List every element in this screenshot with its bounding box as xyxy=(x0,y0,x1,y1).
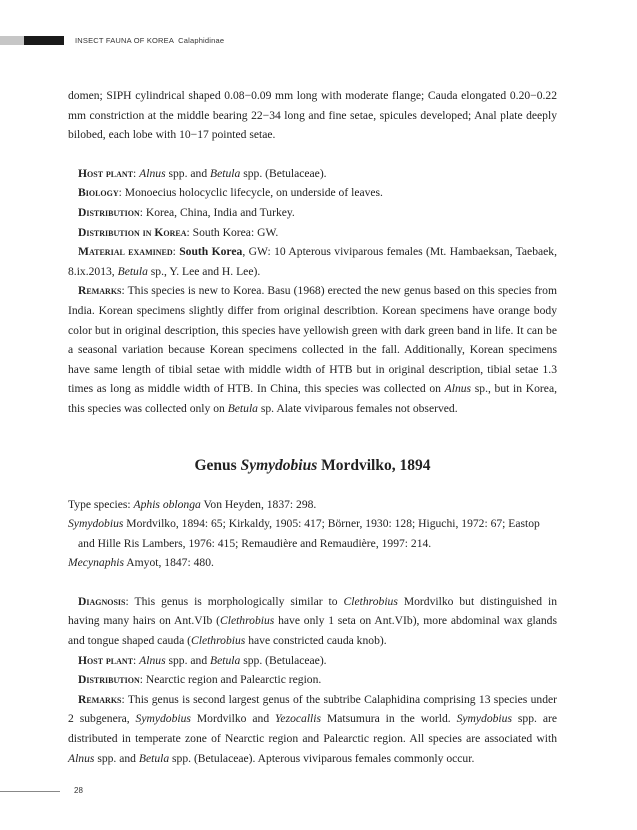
genus-name: Yezocallis xyxy=(275,712,322,726)
material-label: Material examined xyxy=(78,245,173,259)
intro-paragraph: domen; SIPH cylindrical shaped 0.08−0.09 mm long with moderate flange; Cauda elongated 0.20−0.22 mm constriction at the middle bearing 22−34 long and fine setae, spicules developed; Anal plate deeply bilobed, each lobe with 10−17 pointed setae. xyxy=(68,89,557,142)
distribution-label: Distribution xyxy=(78,205,140,219)
text-span: Type species: xyxy=(68,497,134,511)
genus-distribution-paragraph: Distribution: Nearctic region and Palearctic region. xyxy=(78,673,322,687)
text-span: spp. and xyxy=(165,166,211,180)
text-span: sp. Alate viviparous females not observed. xyxy=(257,401,458,415)
text-span: This genus is second largest genus of the subtribe Calaphidina comprising 13 species under 2 subgenera, xyxy=(68,692,557,726)
genus-remarks-paragraph: Remarks: This genus is second largest genus of the subtribe Calaphidina comprising 13 species under 2 subgenera, Symydobius Mordvilko and Yezocallis Matsumura in the world. Symydobius spp. are distributed in temperate zone of Nearctic region and Palearctic region. All species are associated with Alnus spp. and Betula spp. (Betulaceae). Apterous viviparous females commonly occur. xyxy=(68,692,557,765)
text-span: This species is new to Korea. Basu (1968) erected the new genus based on this species from India. Korean specimens slightly differ from original describtion. Korean specimens have orange body color but in original description, this species have yellowish green with dark green band in life. It can be a seasonal variation because Korean specimens collected in the fall. Additionally, Korean specimens have same length of tibial setae with middle width of HTB but in original description, tibial setae 1.3 times as long as middle width of HTB. In China, this species was collected on xyxy=(68,284,557,396)
remarks-paragraph: Remarks: This species is new to Korea. Basu (1968) erected the new genus based on this species from India. Korean specimens slightly differ from original describtion. Korean specimens have orange body color but in original description, this species have yellowish green with dark green band in life. It can be a seasonal variation because Korean specimens collected in the fall. Additionally, Korean specimens have same length of tibial setae with middle width of HTB but in original description, tibial setae 1.3 times as long as middle width of HTB. In China, this species was collected on Alnus sp., but in Korea, this species was collected only on Betula sp. Alate viviparous females not observed. xyxy=(68,284,557,415)
text-span: , GW: 10 Apterous viviparous females (Mt. Hambaeksan, Taebaek, 8.ix.2013, xyxy=(68,245,557,278)
genus-name: Betula xyxy=(210,166,241,180)
text-span: Mordvilko, 1894 xyxy=(317,456,431,474)
text-span: Monoecius holocyclic lifecycle, on underside of leaves. xyxy=(124,186,383,200)
host-plant-label: Host plant xyxy=(78,653,134,667)
remarks-label: Remarks xyxy=(78,284,122,298)
text-span: spp. are distributed in temperate zone of Nearctic region and Palearctic region. All species are associated with xyxy=(68,712,557,746)
distribution-korea-label: Distribution in Korea xyxy=(78,225,187,239)
text-span: Korea, China, India and Turkey. xyxy=(145,205,295,219)
text-span: have only 1 seta on Ant.VIb), more abdominal wax glands and tongue shaped cauda ( xyxy=(68,614,557,648)
genus-name: Symydobius xyxy=(135,712,191,726)
text-span: spp. (Betulaceae). xyxy=(240,166,327,180)
genus-host-plant-paragraph: Host plant: Alnus spp. and Betula spp. (Betulaceae). xyxy=(78,653,327,667)
genus-name: Betula xyxy=(138,751,170,765)
diagnosis-label: Diagnosis xyxy=(78,594,126,608)
page-body xyxy=(68,86,557,768)
genus-name: Betula xyxy=(117,264,148,278)
text-span: South Korea: GW. xyxy=(192,225,279,239)
biology-label: Biology xyxy=(78,186,119,200)
genus-name: Alnus xyxy=(139,166,166,180)
genus-name: Betula xyxy=(227,401,258,415)
host-plant-paragraph: Host plant: Alnus spp. and Betula spp. (Betulaceae). xyxy=(78,166,327,180)
genus-name: Clethrobius xyxy=(343,594,398,608)
synonym-line xyxy=(68,553,557,573)
genus-name: Alnus xyxy=(68,751,95,765)
header-subtitle: Calaphidinae xyxy=(178,36,225,45)
distribution-paragraph: Distribution: Korea, China, India and Turkey. xyxy=(78,205,295,219)
country-name: South Korea xyxy=(179,245,243,259)
distribution-korea-paragraph: Distribution in Korea: South Korea: GW. xyxy=(78,225,279,239)
text-span: Von Heyden, 1837: 298. xyxy=(200,497,317,511)
text-span: sp., but in Korea, this species was collected only on xyxy=(68,382,557,415)
text-span: have constricted cauda knob). xyxy=(245,634,387,648)
header-bar-light xyxy=(0,36,24,45)
text-span: Genus xyxy=(194,456,241,474)
genus-name: Clethrobius xyxy=(190,634,246,648)
genus-name: Alnus xyxy=(139,653,166,667)
genus-name: Symydobius xyxy=(456,712,512,726)
synonym-line xyxy=(68,514,557,553)
genus-name: Clethrobius xyxy=(219,614,275,628)
text-span: sp., Y. Lee and H. Lee). xyxy=(147,264,261,278)
remarks-label: Remarks xyxy=(78,692,122,706)
text-span: Matsumura in the world. xyxy=(321,712,457,726)
host-plant-label: Host plant xyxy=(78,166,134,180)
genus-name: Betula xyxy=(210,653,241,667)
running-header xyxy=(75,36,224,46)
text-span: spp. and xyxy=(165,653,211,667)
distribution-label: Distribution xyxy=(78,673,140,687)
genus-name: Alnus xyxy=(444,382,472,396)
page-number: 28 xyxy=(74,786,83,795)
text-span: Mordvilko and xyxy=(190,712,276,726)
text-span: Mordvilko, 1894: 65; Kirkaldy, 1905: 417; Börner, 1930: 128; Higuchi, 1972: 67; Eastop and Hille Ris Lambers, 1976: 415; Remaudière and Remaudière, 1997: 214. xyxy=(78,517,540,550)
footer-rule xyxy=(0,791,60,792)
type-species-line xyxy=(68,495,557,515)
material-paragraph: Material examined: South Korea, GW: 10 Apterous viviparous females (Mt. Hambaeksan, Taebaek, 8.ix.2013, Betula sp., Y. Lee and H. Lee). xyxy=(68,245,557,278)
genus-heading xyxy=(68,455,557,477)
genus-name: Symydobius xyxy=(240,456,318,474)
biology-paragraph: Biology: Monoecius holocyclic lifecycle, on underside of leaves. xyxy=(78,186,383,200)
text-span: Amyot, 1847: 480. xyxy=(124,556,214,570)
text-span: spp. (Betulaceae). xyxy=(240,653,327,667)
genus-name: Mecynaphis xyxy=(68,556,125,570)
header-title: INSECT FAUNA OF KOREA xyxy=(75,36,175,45)
species-name: Aphis oblonga xyxy=(133,497,201,511)
text-span: Mordvilko but distinguished in having many hairs on Ant.VIb ( xyxy=(68,594,557,628)
text-span: Nearctic region and Palearctic region. xyxy=(145,673,322,687)
text-span: spp. (Betulaceae). Apterous viviparous females commonly occur. xyxy=(169,751,475,765)
header-bar-dark xyxy=(24,36,64,45)
genus-name: Symydobius xyxy=(68,517,124,531)
text-span: spp. and xyxy=(94,751,139,765)
text-span: This genus is morphologically similar to xyxy=(134,594,344,608)
diagnosis-paragraph: Diagnosis: This genus is morphologically similar to Clethrobius Mordvilko but distinguished in having many hairs on Ant.VIb (Clethrobius have only 1 seta on Ant.VIb), more abdominal wax glands and tongue shaped cauda (Clethrobius have constricted cauda knob). xyxy=(68,594,557,648)
